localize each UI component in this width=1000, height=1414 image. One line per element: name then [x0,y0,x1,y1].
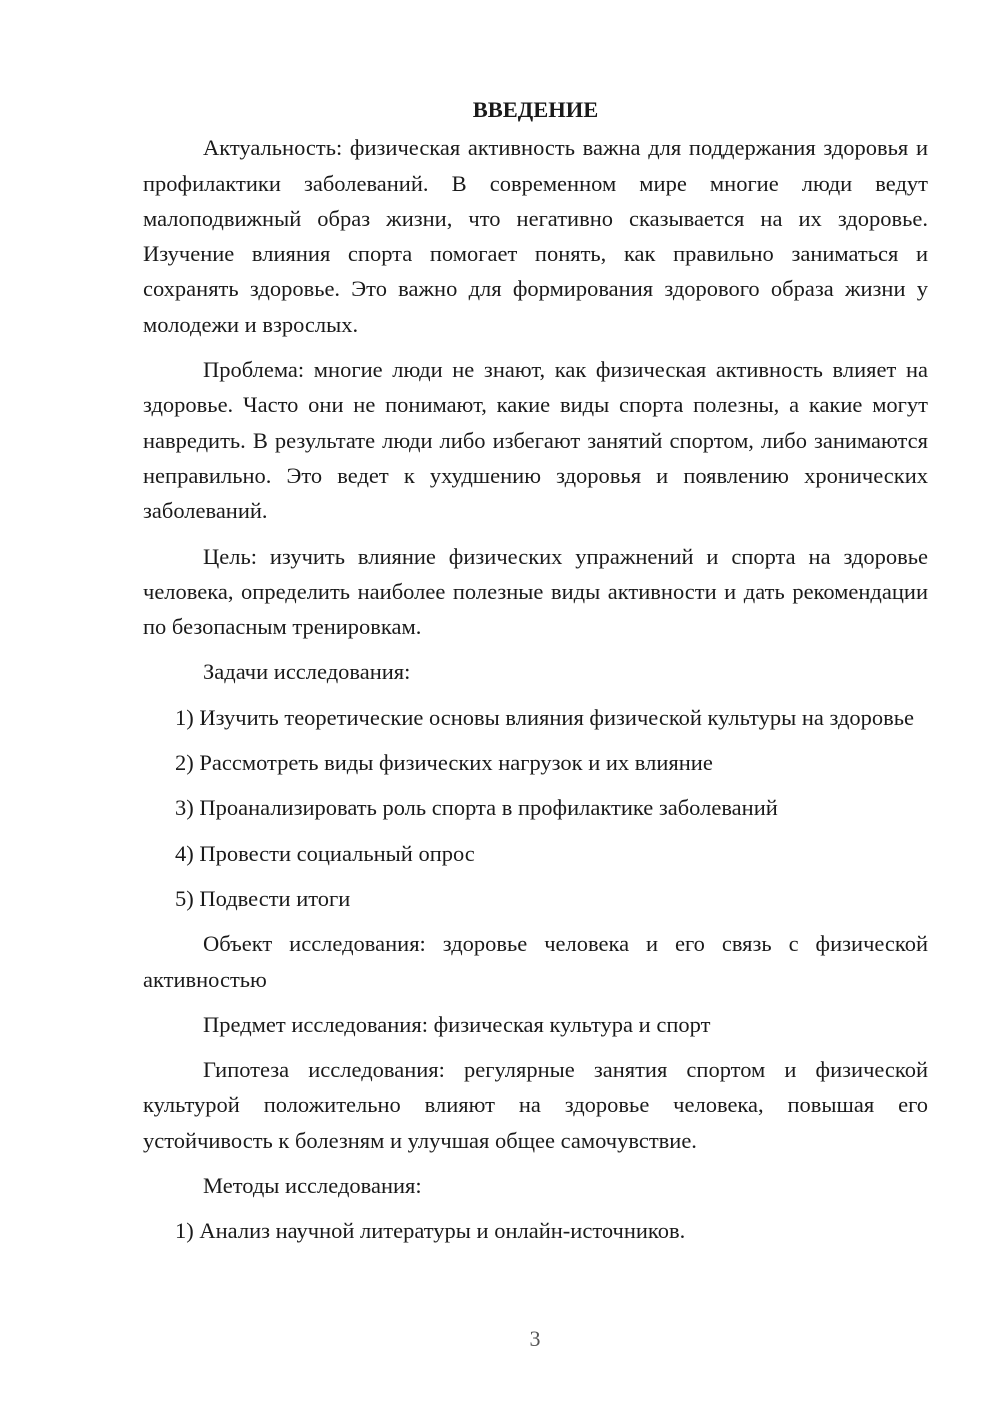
problem-paragraph: Проблема: многие люди не знают, как физическая активность влияет на здоровье. Часто они не понимают, какие виды спорта полезны, а какие могут навредить. В результате люди либо избегают занятий спортом, либо занимаются неправильно. Это ведет к ухудшению здоровья и появлению хронических заболеваний. [143,357,928,524]
object-paragraph: Объект исследования: здоровье человека и его связь с физической активностью [143,931,928,992]
goal-paragraph: Цель: изучить влияние физических упражнений и спорта на здоровье человека, определить наиболее полезные виды активности и дать рекомендации по безопасным тренировкам. [143,543,928,640]
methods-heading: Методы исследования: [203,1173,422,1199]
page-content [143,92,928,1259]
page-number: 3 [529,1326,541,1351]
task-item-5: 5) Подвести итоги [175,885,351,911]
task-item-2: 2) Рассмотреть виды физических нагрузок и их влияние [175,750,713,776]
task-item-4: 4) Провести социальный опрос [175,840,475,866]
method-item-1: 1) Анализ научной литературы и онлайн-источников. [175,1218,686,1244]
task-item-3: 3) Проанализировать роль спорта в профилактике заболеваний [175,795,778,821]
task-item-1: 1) Изучить теоретические основы влияния физической культуры на здоровье [175,704,915,730]
subject-paragraph: Предмет исследования: физическая культура и спорт [203,1011,711,1037]
hypothesis-paragraph: Гипотеза исследования: регулярные занятия спортом и физической культурой положительно влияют на здоровье человека, повышая его устойчивость к болезням и улучшая общее самочувствие. [143,1057,928,1153]
tasks-heading: Задачи исследования: [203,659,411,685]
relevance-paragraph: Актуальность: физическая активность важна для поддержания здоровья и профилактики заболеваний. В современном мире многие люди ведут малоподвижный образ жизни, что негативно сказывается на их здоровье. Изучение влияния спорта помогает понять, как правильно заниматься и сохранять здоровье. Это важно для формирования здорового образа жизни у молодежи и взрослых. [143,135,928,337]
page-title: ВВЕДЕНИЕ [472,97,599,122]
